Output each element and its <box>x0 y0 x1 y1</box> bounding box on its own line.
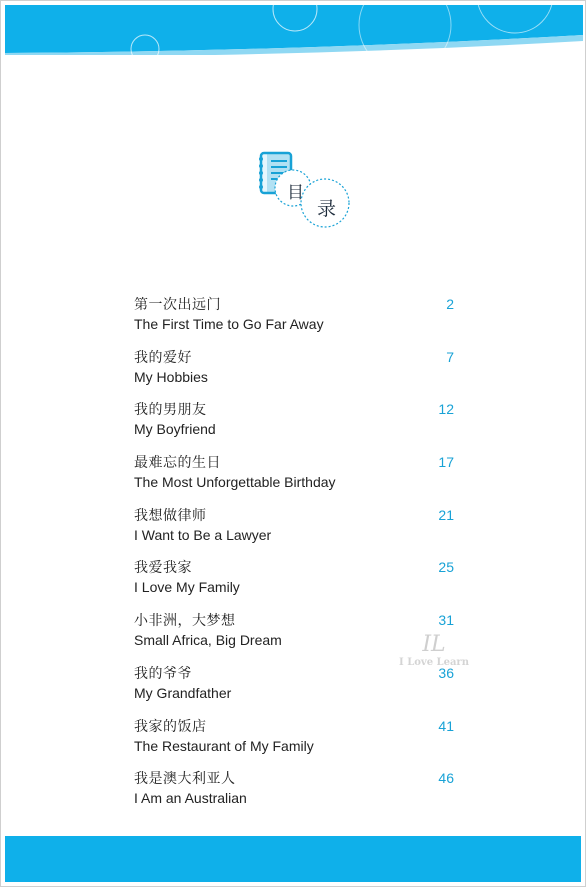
title-char-lu: 录 <box>317 198 337 220</box>
toc-page-number: 31 <box>438 612 454 629</box>
toc-title-chinese: 第一次出远门 <box>134 297 221 313</box>
watermark-logo: IL <box>422 632 446 657</box>
toc-entry[interactable] <box>134 399 454 452</box>
toc-page-number: 12 <box>438 401 454 418</box>
toc-page-number: 46 <box>438 770 454 787</box>
table-of-contents <box>134 294 454 821</box>
toc-entry[interactable] <box>134 452 454 505</box>
toc-page-number: 17 <box>438 454 454 471</box>
watermark-text: I Love Learn <box>399 657 469 668</box>
toc-title-english: My Hobbies <box>134 368 208 385</box>
toc-page-number: 2 <box>446 296 454 312</box>
toc-title-chinese: 我家的饭店 <box>134 718 207 735</box>
toc-title-english: I Love My Family <box>134 579 240 596</box>
toc-title-chinese: 我是澳大利亚人 <box>134 771 236 788</box>
header-decoration <box>5 5 581 55</box>
toc-title-english: The First Time to Go Far Away <box>134 316 324 332</box>
title-char-mu: 目 <box>287 183 304 203</box>
notebook-icon <box>255 149 355 231</box>
toc-title-chinese: 我的爷爷 <box>134 665 192 682</box>
toc-title-chinese: 我想做律师 <box>134 507 207 524</box>
toc-entry[interactable] <box>134 716 454 769</box>
toc-title-english: I Am an Australian <box>134 790 247 807</box>
toc-title-chinese: 我爱我家 <box>134 560 192 577</box>
toc-page-number: 25 <box>438 559 454 576</box>
toc-entry[interactable] <box>134 294 454 347</box>
toc-title-english: The Restaurant of My Family <box>134 737 314 754</box>
toc-page-number: 7 <box>446 348 454 365</box>
toc-title-english: My Grandfather <box>134 684 232 701</box>
footer-decoration <box>5 836 581 882</box>
toc-entry[interactable] <box>134 347 454 400</box>
toc-title-chinese: 我的爱好 <box>134 349 192 366</box>
toc-title-chinese: 我的男朋友 <box>134 402 207 419</box>
toc-entry[interactable] <box>134 663 454 716</box>
toc-title-chinese: 最难忘的生日 <box>134 455 221 472</box>
toc-page-number: 36 <box>438 664 454 681</box>
toc-entry[interactable] <box>134 610 454 663</box>
toc-title-english: Small Africa, Big Dream <box>134 632 282 649</box>
toc-title-chinese: 小非洲，大梦想 <box>134 613 236 630</box>
toc-entry[interactable] <box>134 557 454 610</box>
toc-title-english: My Boyfriend <box>134 421 216 438</box>
toc-page-number: 21 <box>438 506 454 523</box>
toc-title-english: I Want to Be a Lawyer <box>134 526 272 543</box>
contents-heading <box>255 149 355 231</box>
toc-title-english: The Most Unforgettable Birthday <box>134 474 336 491</box>
toc-entry[interactable] <box>134 768 454 821</box>
toc-page-number: 41 <box>438 717 454 734</box>
toc-entry[interactable] <box>134 505 454 558</box>
